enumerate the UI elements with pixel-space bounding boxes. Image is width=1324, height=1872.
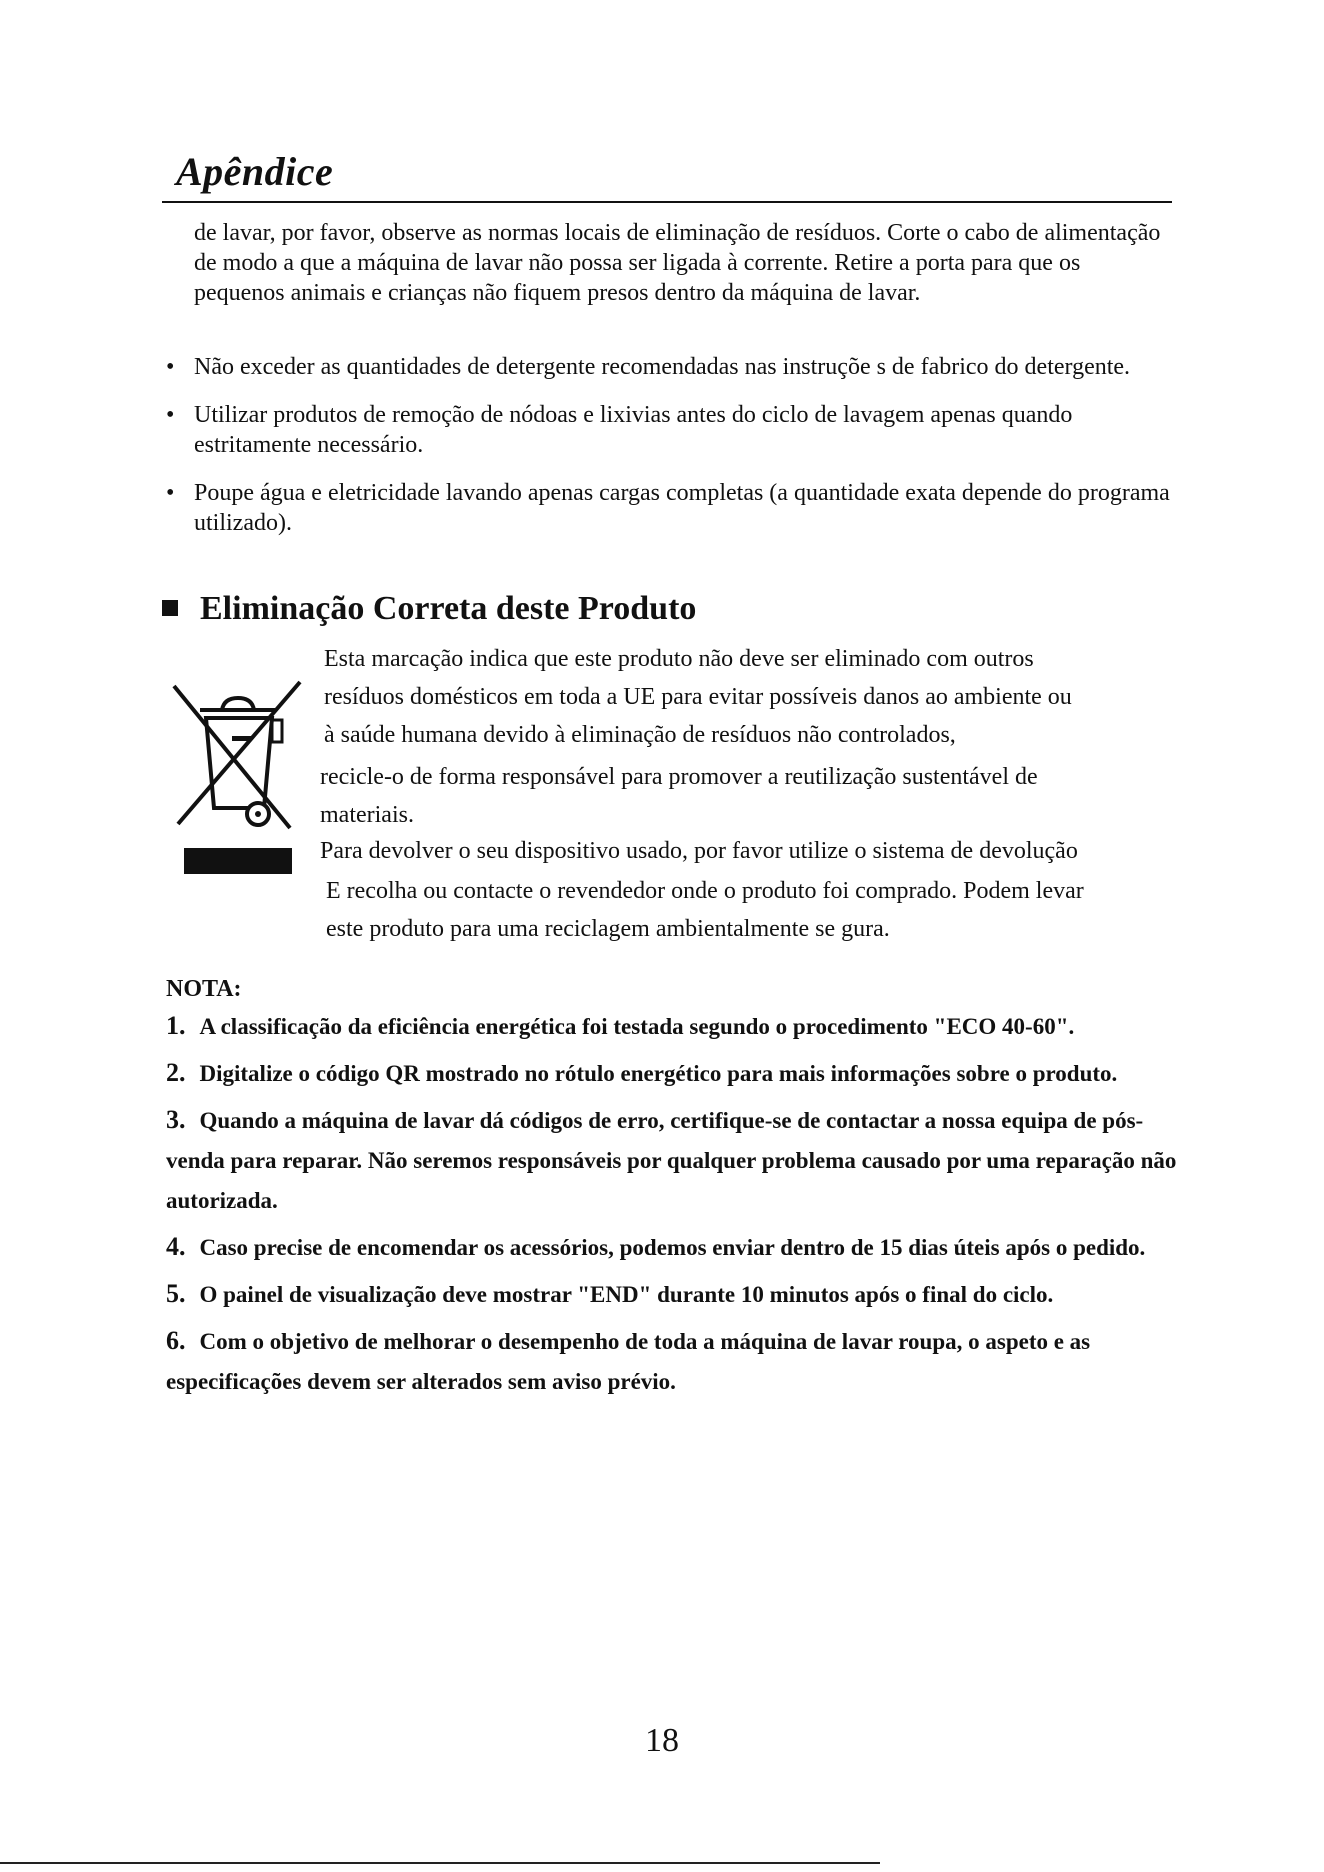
bullet-text: Não exceder as quantidades de detergente recomendadas nas instruçõe s de fabrico do detergente. (194, 354, 1131, 380)
intro-paragraph: de lavar, por favor, observe as normas locais de eliminação de resíduos. Corte o cabo de alimentação de modo a que a máquina de lavar não possa ser ligada à corrente. Retire a porta para que os pequenos animais e crianças não fiquem presos dentro da máquina de lavar. (194, 220, 1161, 306)
disposal-text-line: à saúde humana devido à eliminação de resíduos não controlados, (324, 722, 956, 748)
square-bullet-icon (162, 600, 178, 616)
note-item (166, 1274, 1180, 1315)
note-text: Caso precise de encomendar os acessórios, podemos enviar dentro de 15 dias úteis após o pedido. (199, 1235, 1146, 1260)
list-item (162, 478, 1174, 538)
bullet-text: Utilizar produtos de remoção de nódoas e lixivias antes do ciclo de lavagem apenas quando estritamente necessário. (194, 402, 1073, 458)
disposal-text-line: recicle-o de forma responsável para promover a reutilização sustentável de (320, 764, 1038, 790)
bullet-marker: • (166, 480, 175, 506)
note-number: 4. (166, 1232, 186, 1261)
note-number: 6. (166, 1326, 186, 1355)
note-item (166, 1321, 1180, 1402)
note-item (166, 1006, 1180, 1047)
disposal-text-line: Para devolver o seu dispositivo usado, por favor utilize o sistema de devolução (320, 838, 1078, 864)
section-heading-text: Eliminação Correta deste Produto (200, 590, 697, 627)
disposal-text-line: Esta marcação indica que este produto não deve ser eliminado com outros (324, 646, 1034, 672)
note-text: O painel de visualização deve mostrar "END" durante 10 minutos após o final do ciclo. (199, 1282, 1054, 1307)
bullet-text: Poupe água e eletricidade lavando apenas cargas completas (a quantidade exata depende do programa utilizado). (194, 480, 1170, 536)
crossed-out-wheelie-bin-icon (172, 676, 308, 884)
list-item (162, 352, 1174, 382)
note-list (166, 1006, 1180, 1408)
footer-rule (0, 1862, 880, 1864)
bullet-list (162, 352, 1174, 556)
note-heading: NOTA: (166, 976, 242, 1002)
note-number: 1. (166, 1011, 186, 1040)
note-text: A classificação da eficiência energética foi testada segundo o procedimento "ECO 40-60". (199, 1014, 1075, 1039)
note-number: 3. (166, 1105, 186, 1134)
disposal-text-line: materiais. (320, 802, 414, 828)
list-item (162, 400, 1174, 460)
note-text: Digitalize o código QR mostrado no rótulo energético para mais informações sobre o produto. (199, 1061, 1118, 1086)
disposal-text-line: este produto para uma reciclagem ambientalmente se gura. (326, 916, 890, 942)
header-rule (162, 201, 1172, 203)
note-text: Quando a máquina de lavar dá códigos de erro, certifique-se de contactar a nossa equipa de pós-venda para reparar. Não seremos responsáveis por qualquer problema causado por uma reparação não autorizada. (166, 1108, 1177, 1213)
note-item (166, 1227, 1180, 1268)
page-title: Apêndice (176, 149, 334, 194)
disposal-text-line: resíduos domésticos em toda a UE para evitar possíveis danos ao ambiente ou (324, 684, 1072, 710)
note-number: 5. (166, 1279, 186, 1308)
note-text: Com o objetivo de melhorar o desempenho de toda a máquina de lavar roupa, o aspeto e as especificações devem ser alterados sem aviso prévio. (166, 1329, 1091, 1394)
note-item (166, 1053, 1180, 1094)
bullet-marker: • (166, 354, 175, 380)
note-number: 2. (166, 1058, 186, 1087)
note-item (166, 1100, 1180, 1221)
bullet-marker: • (166, 402, 175, 428)
section-heading (162, 590, 696, 628)
disposal-text-line: E recolha ou contacte o revendedor onde o produto foi comprado. Podem levar (326, 878, 1084, 904)
page-number: 18 (645, 1722, 679, 1759)
